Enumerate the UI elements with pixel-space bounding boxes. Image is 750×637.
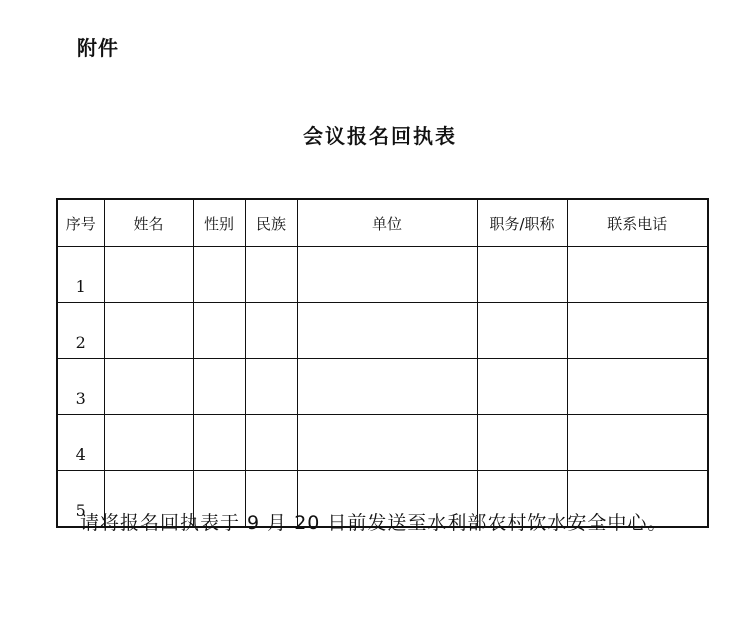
attachment-label: 附件 bbox=[77, 36, 119, 60]
gender-cell[interactable] bbox=[193, 359, 245, 415]
header-gender: 性别 bbox=[193, 199, 245, 247]
ethnicity-cell[interactable] bbox=[245, 415, 297, 471]
position-cell[interactable] bbox=[477, 415, 567, 471]
ethnicity-cell[interactable] bbox=[245, 359, 297, 415]
organization-cell[interactable] bbox=[297, 303, 477, 359]
row-number: 2 bbox=[57, 303, 104, 359]
phone-cell[interactable] bbox=[567, 415, 708, 471]
ethnicity-cell[interactable] bbox=[245, 247, 297, 303]
row-number: 3 bbox=[57, 359, 104, 415]
position-cell[interactable] bbox=[477, 247, 567, 303]
table-row bbox=[57, 359, 708, 415]
phone-cell[interactable] bbox=[567, 247, 708, 303]
table-row bbox=[57, 303, 708, 359]
header-phone: 联系电话 bbox=[567, 199, 708, 247]
position-cell[interactable] bbox=[477, 359, 567, 415]
name-cell[interactable] bbox=[104, 247, 193, 303]
header-row bbox=[57, 199, 708, 247]
header-name: 姓名 bbox=[104, 199, 193, 247]
header-position: 职务/职称 bbox=[477, 199, 567, 247]
table-row bbox=[57, 247, 708, 303]
organization-cell[interactable] bbox=[297, 359, 477, 415]
row-number: 1 bbox=[57, 247, 104, 303]
name-cell[interactable] bbox=[104, 359, 193, 415]
name-cell[interactable] bbox=[104, 415, 193, 471]
form-title: 会议报名回执表 bbox=[303, 124, 457, 148]
phone-cell[interactable] bbox=[567, 359, 708, 415]
gender-cell[interactable] bbox=[193, 415, 245, 471]
header-organization: 单位 bbox=[297, 199, 477, 247]
name-cell[interactable] bbox=[104, 303, 193, 359]
row-number: 4 bbox=[57, 415, 104, 471]
registration-table bbox=[56, 198, 709, 528]
phone-cell[interactable] bbox=[567, 303, 708, 359]
table-row bbox=[57, 415, 708, 471]
organization-cell[interactable] bbox=[297, 247, 477, 303]
header-ethnicity: 民族 bbox=[245, 199, 297, 247]
organization-cell[interactable] bbox=[297, 415, 477, 471]
gender-cell[interactable] bbox=[193, 303, 245, 359]
submission-note: 请将报名回执表于 9 月 20 日前发送至水利部农村饮水安全中心。 bbox=[80, 512, 668, 534]
row-number: 5 bbox=[57, 471, 104, 528]
ethnicity-cell[interactable] bbox=[245, 303, 297, 359]
position-cell[interactable] bbox=[477, 303, 567, 359]
header-seq: 序号 bbox=[57, 199, 104, 247]
gender-cell[interactable] bbox=[193, 247, 245, 303]
